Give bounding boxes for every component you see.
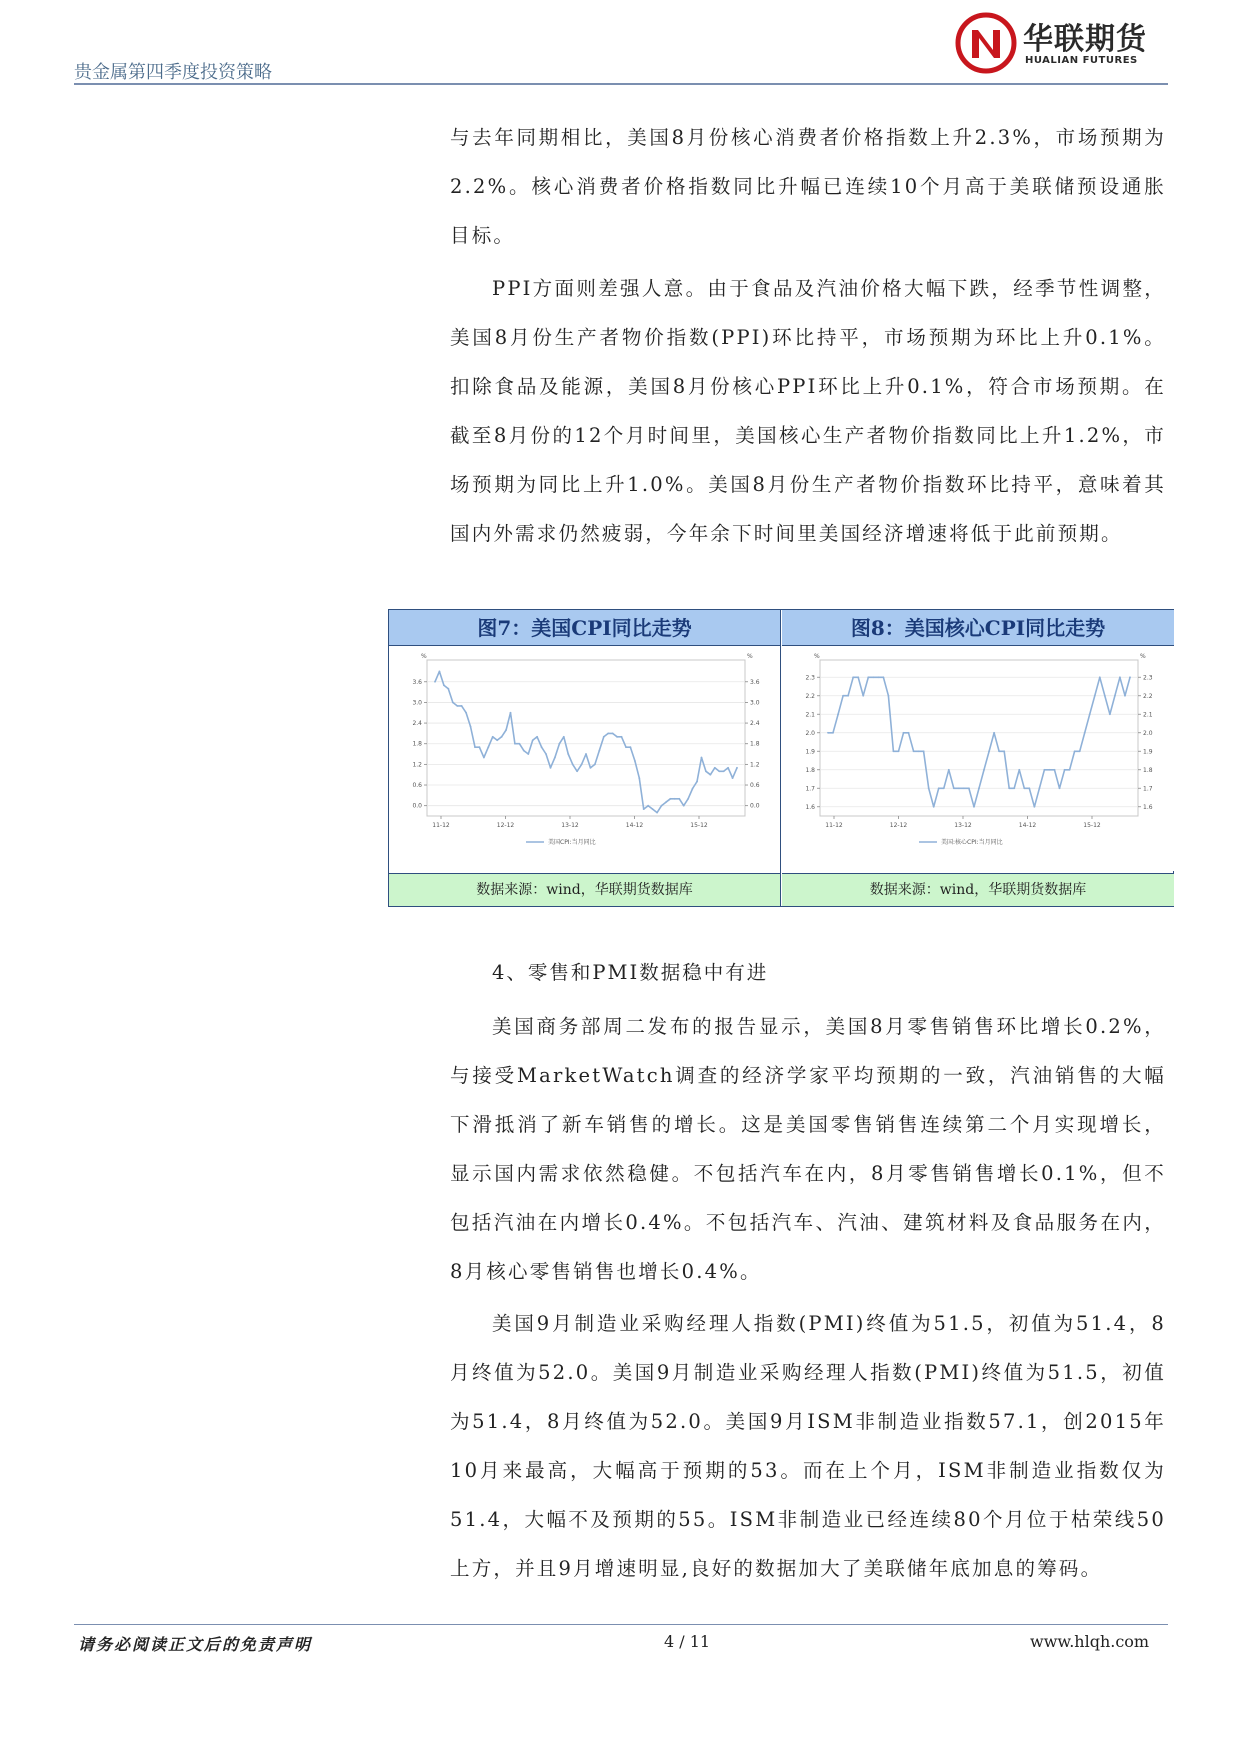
data-point	[1008, 787, 1010, 789]
data-point	[1023, 787, 1025, 789]
data-point	[973, 806, 975, 808]
data-point	[928, 787, 930, 789]
data-point	[692, 788, 694, 790]
data-point	[1089, 713, 1091, 715]
core-cpi-chart-svg	[782, 646, 1173, 871]
data-point	[683, 805, 685, 807]
data-point	[443, 684, 445, 686]
data-point	[1099, 676, 1101, 678]
cpi-chart-svg	[389, 646, 780, 871]
company-logo	[955, 8, 1165, 76]
data-point	[1084, 732, 1086, 734]
data-point	[872, 676, 874, 678]
logo-english-text: HUALIAN FUTURES	[1025, 55, 1138, 66]
y-tick-label-right: 2.1	[1143, 711, 1153, 719]
data-point	[852, 676, 854, 678]
data-point	[678, 798, 680, 800]
data-point	[456, 705, 458, 707]
y-tick-label-right: 2.4	[750, 720, 760, 728]
x-tick-label: 11-12	[432, 822, 450, 829]
figure-title: 图8：美国核心CPI同比走势	[782, 610, 1174, 646]
data-point	[1129, 676, 1131, 678]
y-tick-label-right: 1.2	[750, 761, 760, 769]
y-tick-label-left: 2.0	[805, 729, 815, 737]
data-point	[913, 750, 915, 752]
data-point	[505, 729, 507, 731]
data-point	[465, 712, 467, 714]
figure-core-cpi	[782, 610, 1174, 906]
header-divider	[74, 83, 1168, 85]
data-point	[634, 760, 636, 762]
y-tick-label-right: 3.6	[750, 678, 760, 686]
data-point	[923, 750, 925, 752]
y-tick-label-left: 2.4	[412, 720, 422, 728]
y-tick-label-left: 1.2	[412, 761, 422, 769]
unit-label-left: %	[814, 653, 820, 660]
y-tick-label-left: 1.9	[805, 748, 815, 756]
data-point	[687, 798, 689, 800]
legend-label: 美国:核心CPI:当月同比	[941, 839, 1003, 846]
y-tick-label-left: 0.0	[412, 802, 422, 810]
page-number: 4 / 11	[664, 1632, 711, 1651]
x-tick-label: 15-12	[690, 822, 708, 829]
y-tick-label-left: 1.7	[805, 785, 815, 793]
data-point	[616, 736, 618, 738]
data-point	[479, 746, 481, 748]
data-point	[709, 774, 711, 776]
data-point	[732, 777, 734, 779]
data-point	[434, 681, 436, 683]
paragraph-retail: 美国商务部周二发布的报告显示，美国8月零售销售环比增长0.2%，与接受MarketWatch调查的经济学家平均预期的一致，汽油销售的大幅下滑抵消了新车销售的增长。这是美国零售销售连续第二个月实现增长，显示国内需求依然稳健。不包括汽车在内，8月零售销售增长0.1%，但不包括汽油在内增长0.4%。不包括汽车、汽油、建筑材料及食品服务在内，8月核心零售销售也增长0.4%。	[450, 1015, 1166, 1283]
data-point	[487, 746, 489, 748]
data-point	[727, 767, 729, 769]
y-tick-label-left: 2.3	[805, 674, 815, 682]
data-point	[938, 787, 940, 789]
paragraph-ppi: PPI方面则差强人意。由于食品及汽油价格大幅下跌，经季节性调整，美国8月份生产者物价指数(PPI)环比持平，市场预期为环比上升0.1%。扣除食品及能源，美国8月份核心PPI环比上升0.1%，符合市场预期。在截至8月份的12个月时间里，美国核心生产者物价指数同比上升1.2%，市场预期为同比上升1.0%。美国8月份生产者物价指数环比持平，意味着其国内外需求仍然疲弱，今年余下时间里美国经济增速将低于此前预期。	[450, 277, 1166, 545]
data-point	[652, 808, 654, 810]
data-point	[1069, 769, 1071, 771]
data-point	[898, 750, 900, 752]
y-tick-label-left: 1.8	[412, 740, 422, 748]
data-point	[669, 798, 671, 800]
data-point	[701, 757, 703, 759]
data-point	[603, 736, 605, 738]
data-point	[877, 676, 879, 678]
y-tick-label-right: 2.3	[1143, 674, 1153, 682]
legend-label: 美国CPI:当月同比	[548, 839, 596, 846]
data-point	[527, 753, 529, 755]
data-point	[988, 750, 990, 752]
data-point	[1049, 769, 1051, 771]
series-line	[435, 671, 737, 812]
footer-divider	[74, 1624, 1168, 1625]
data-point	[585, 753, 587, 755]
figures-panel	[388, 609, 1174, 907]
y-tick-label-right: 0.6	[750, 782, 760, 790]
data-point	[953, 787, 955, 789]
data-point	[643, 808, 645, 810]
data-point	[439, 671, 441, 673]
data-point	[943, 787, 945, 789]
y-tick-label-left: 3.0	[412, 699, 422, 707]
data-point	[656, 812, 658, 814]
y-tick-label-right: 1.8	[1143, 766, 1153, 774]
data-point	[837, 713, 839, 715]
x-tick-label: 11-12	[825, 822, 843, 829]
data-point	[492, 736, 494, 738]
figure-cpi	[389, 610, 781, 906]
data-point	[523, 750, 525, 752]
data-point	[470, 726, 472, 728]
data-point	[998, 750, 1000, 752]
data-point	[893, 750, 895, 752]
hualian-logo-icon	[955, 12, 1017, 74]
data-point	[1109, 713, 1111, 715]
data-point	[857, 676, 859, 678]
data-point	[705, 770, 707, 772]
data-point	[510, 712, 512, 714]
data-point	[483, 757, 485, 759]
data-point	[968, 787, 970, 789]
data-point	[612, 732, 614, 734]
y-tick-label-right: 2.0	[1143, 729, 1153, 737]
data-point	[847, 695, 849, 697]
data-point	[621, 736, 623, 738]
y-tick-label-right: 0.0	[750, 802, 760, 810]
data-point	[625, 746, 627, 748]
data-point	[888, 695, 890, 697]
data-point	[963, 787, 965, 789]
data-point	[598, 750, 600, 752]
data-point	[1124, 695, 1126, 697]
x-tick-label: 15-12	[1083, 822, 1101, 829]
data-point	[1013, 787, 1015, 789]
x-tick-label: 13-12	[561, 822, 579, 829]
data-point	[452, 702, 454, 704]
plot-area	[820, 660, 1138, 816]
data-point	[501, 736, 503, 738]
data-point	[563, 736, 565, 738]
data-point	[541, 746, 543, 748]
data-point	[572, 763, 574, 765]
data-point	[867, 676, 869, 678]
cpi-chart	[389, 646, 780, 871]
data-point	[665, 801, 667, 803]
data-point	[518, 743, 520, 745]
data-point	[550, 767, 552, 769]
data-point	[581, 763, 583, 765]
data-point	[1119, 676, 1121, 678]
data-point	[718, 770, 720, 772]
y-tick-label-right: 1.8	[750, 740, 760, 748]
data-point	[1104, 695, 1106, 697]
x-tick-label: 12-12	[496, 822, 515, 829]
data-point	[514, 743, 516, 745]
data-point	[1094, 695, 1096, 697]
data-point	[862, 695, 864, 697]
x-tick-label: 12-12	[889, 822, 908, 829]
data-point	[993, 732, 995, 734]
y-tick-label-left: 0.6	[412, 782, 422, 790]
data-point	[832, 732, 834, 734]
section-heading: 4、零售和PMI数据稳中有进	[492, 961, 769, 984]
data-point	[1028, 787, 1030, 789]
data-point	[447, 688, 449, 690]
data-point	[714, 767, 716, 769]
paragraph-core-cpi: 与去年同期相比，美国8月份核心消费者价格指数上升2.3%，市场预期为2.2%。核心消费者价格指数同比升幅已连续10个月高于美联储预设通胀目标。	[450, 126, 1166, 247]
logo-chinese-text: 华联期货	[1023, 22, 1147, 57]
data-point	[536, 736, 538, 738]
data-point	[638, 777, 640, 779]
y-tick-label-left: 1.8	[805, 766, 815, 774]
y-tick-label-right: 1.9	[1143, 748, 1153, 756]
x-tick-label: 14-12	[625, 822, 644, 829]
data-point	[903, 732, 905, 734]
data-point	[723, 770, 725, 772]
data-point	[948, 769, 950, 771]
data-point	[1079, 750, 1081, 752]
x-tick-label: 14-12	[1018, 822, 1037, 829]
data-point	[1064, 769, 1066, 771]
website-url: www.hlqh.com	[1030, 1632, 1150, 1651]
data-point	[630, 746, 632, 748]
y-tick-label-left: 1.6	[805, 803, 815, 811]
data-point	[1054, 769, 1056, 771]
data-point	[594, 763, 596, 765]
paragraph-pmi: 美国9月制造业采购经理人指数(PMI)终值为51.5，初值为51.4，8月终值为52.0。美国9月制造业采购经理人指数(PMI)终值为51.5，初值为51.4，8月终值为52.0。美国9月ISM非制造业指数57.1，创2015年10月来最高，大幅高于预期的53。而在上个月，ISM非制造业指数仅为51.4，大幅不及预期的55。ISM非制造业已经连续80个月位于枯荣线50上方，并且9月增速明显,良好的数据加大了美联储年底加息的筹码。	[450, 1312, 1166, 1580]
data-point	[983, 769, 985, 771]
figure-title: 图7：美国CPI同比走势	[389, 610, 780, 646]
unit-label-right: %	[747, 653, 753, 660]
data-point	[1033, 806, 1035, 808]
data-point	[736, 767, 738, 769]
data-point	[882, 676, 884, 678]
core-cpi-chart	[782, 646, 1174, 871]
data-point	[532, 739, 534, 741]
data-point	[696, 781, 698, 783]
x-tick-label: 13-12	[954, 822, 972, 829]
disclaimer-note: 请务必阅读正文后的免责声明	[78, 1635, 313, 1654]
y-tick-label-right: 2.2	[1143, 692, 1153, 700]
data-point	[842, 695, 844, 697]
report-title: 贵金属第四季度投资策略	[74, 62, 272, 83]
data-point	[827, 732, 829, 734]
figure-source: 数据来源：wind，华联期货数据库	[782, 873, 1174, 906]
data-point	[1039, 787, 1041, 789]
y-tick-label-right: 1.7	[1143, 785, 1153, 793]
data-point	[590, 767, 592, 769]
data-point	[558, 743, 560, 745]
y-tick-label-right: 3.0	[750, 699, 760, 707]
y-tick-label-right: 1.6	[1143, 803, 1153, 811]
data-point	[978, 787, 980, 789]
data-point	[1018, 769, 1020, 771]
data-point	[908, 732, 910, 734]
y-tick-label-left: 3.6	[412, 678, 422, 686]
data-point	[474, 746, 476, 748]
unit-label-left: %	[421, 653, 427, 660]
data-point	[461, 705, 463, 707]
data-point	[674, 798, 676, 800]
data-point	[918, 750, 920, 752]
data-point	[1114, 695, 1116, 697]
data-point	[958, 787, 960, 789]
y-tick-label-left: 2.2	[805, 692, 815, 700]
data-point	[554, 757, 556, 759]
figure-source: 数据来源：wind，华联期货数据库	[389, 873, 780, 906]
data-point	[545, 753, 547, 755]
data-point	[567, 753, 569, 755]
data-point	[661, 805, 663, 807]
data-point	[1044, 769, 1046, 771]
data-point	[1059, 787, 1061, 789]
unit-label-right: %	[1140, 653, 1146, 660]
data-point	[496, 739, 498, 741]
data-point	[647, 805, 649, 807]
data-point	[576, 770, 578, 772]
data-point	[607, 732, 609, 734]
data-point	[1074, 750, 1076, 752]
y-tick-label-left: 2.1	[805, 711, 815, 719]
data-point	[933, 806, 935, 808]
data-point	[1003, 750, 1005, 752]
plot-area	[427, 660, 745, 816]
